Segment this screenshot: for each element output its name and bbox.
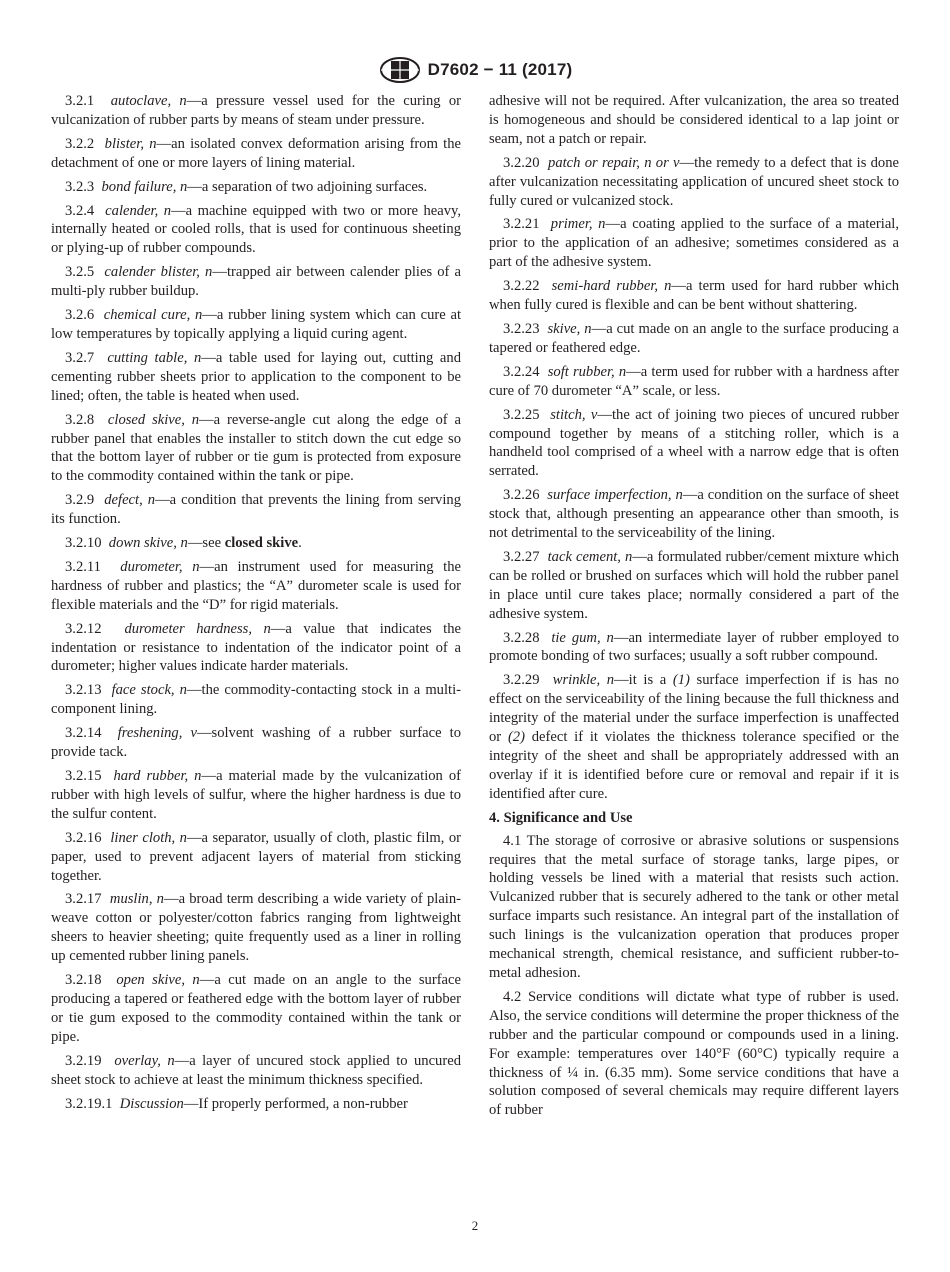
definition-item-1: (1) [672, 672, 690, 689]
definition-item [51, 890, 461, 966]
definition-term: primer, n [550, 216, 606, 233]
definition-number: 3.2.9 [65, 492, 95, 509]
definition-text: —a cut made on an angle to the surface producing a tapered or feathered edge with the bottom layer of rubber or tie gum exposed to the commodity contained within the tank or pipe. [51, 972, 461, 1045]
definition-number: 3.2.2 [65, 135, 95, 152]
definition-term: hard rubber, n [113, 768, 202, 784]
definition-text: surface imperfection if is has no effect on the serviceability of the lining because the full thickness and integrity of the material under the surface imperfection is unaffected or [489, 672, 899, 746]
definition-term: soft rubber, n [547, 363, 627, 380]
definition-number: 3.2.21 [503, 216, 540, 233]
definition-item [489, 215, 899, 272]
definition-text: —a reverse-angle cut along the edge of a rubber panel that enables the installer to stitch down the cut edge so that the bottom layer of rubber or tie gum is protected from exposure to the commodity contained within the tank or pipe. [51, 411, 462, 485]
definition-number: 3.2.5 [65, 264, 95, 281]
definition-item [51, 178, 461, 197]
definition-item [51, 92, 461, 130]
definition-item [51, 620, 461, 677]
definition-number: 3.2.11 [65, 558, 101, 575]
definition-number: 3.2.24 [503, 363, 540, 380]
definition-text: —a term used for rubber with a hardness after cure of 70 durometer “A” scale, or less. [489, 363, 899, 399]
definition-item [51, 724, 461, 762]
definition-item [489, 277, 899, 315]
definition-term: stitch, v [550, 406, 598, 423]
definition-text: —the remedy to a defect that is done after vulcanization necessitating application of uncured sheet stock to fully cured or vulcanized stock. [489, 154, 900, 209]
definition-text: —a formulated rubber/cement mixture which can be rolled or brushed on surfaces which will hold the rubber panel in place until cure takes place; normally considered a part of the adhesive system. [489, 548, 899, 622]
definition-number: 3.2.17 [65, 891, 102, 908]
definition-term: skive, n [547, 320, 592, 337]
page-number: 2 [471, 1218, 479, 1233]
definition-term: Discussion [119, 1095, 184, 1112]
definition-number: 3.2.4 [65, 202, 95, 219]
definition-text: —a layer of uncured stock applied to uncured sheet stock to achieve at least the minimum thickness specified. [51, 1052, 461, 1088]
definition-text: —a cut made on an angle to the surface producing a tapered or feathered edge. [489, 320, 899, 356]
definition-term: closed skive, n [107, 411, 200, 428]
astm-logo-icon [378, 56, 422, 84]
definition-item [51, 829, 461, 886]
definition-item [51, 1052, 461, 1090]
definition-text: —a rubber lining system which can cure at low temperatures by topically applying a liquid curing agent. [51, 307, 462, 342]
definition-text: —a value that indicates the indentation or resistance to indentation of the indicator point of a durometer; higher values indicate harder materials. [51, 620, 461, 675]
section-heading: 4. Significance and Use [489, 809, 633, 826]
definition-term: chemical cure, n [103, 307, 203, 324]
continued-paragraph: adhesive will not be required. After vulcanization, the area so treated is homogeneous and should be considered identical to a lap joint or seam, not a patch or repair. [489, 93, 899, 147]
definition-number: 3.2.19.1 [65, 1095, 113, 1112]
definition-item [51, 558, 461, 615]
definition-number: 3.2.7 [65, 349, 95, 366]
page-header [0, 55, 950, 85]
definition-item-2: (2) [507, 729, 525, 746]
right-definitions [489, 154, 899, 667]
definition-term: freshening, v [117, 725, 197, 742]
definition-number: 3.2.15 [65, 768, 102, 784]
definition-text: —solvent washing of a rubber surface to provide tack. [51, 725, 462, 761]
definition-item [51, 202, 461, 259]
definition-number: 3.2.16 [65, 829, 102, 846]
definition-item [489, 154, 899, 211]
definition-term: durometer hardness, n [124, 620, 271, 637]
right-column [489, 92, 899, 1125]
definition-item [51, 135, 461, 173]
definition-term: calender, n [105, 202, 172, 219]
definition-item [489, 548, 899, 624]
definition-text: —a separator, usually of cloth, plastic film, or paper, used to prevent adjacent layers of material from sticking together. [51, 829, 461, 884]
document-id: D7602 − 11 (2017) [427, 60, 573, 79]
definition-term: surface imperfection, n [547, 487, 683, 504]
definition-term: calender blister, n [104, 264, 213, 281]
definition-text: —a coating applied to the surface of a material, prior to the application of an adhesive; sometimes considered as a part of the adhesive system. [489, 216, 900, 271]
definition-text: —the act of joining two pieces of uncured rubber compound together by means of a stitching roller, which is a handheld tool comprised of a wheel with a narrow edge that is often serrated. [489, 406, 899, 480]
definition-number: 3.2.26 [503, 487, 540, 504]
definition-term: semi-hard rubber, n [551, 278, 672, 295]
definition-text: —a table used for laying out, cutting and cementing rubber sheets prior to application to the component to be lined; often, the table is heated when used. [51, 349, 461, 404]
definition-number: 3.2.1 [65, 93, 95, 109]
definition-term: cutting table, n [107, 349, 202, 366]
definition-number: 3.2.10 [65, 535, 102, 552]
definition-item [51, 681, 461, 719]
definition-number: 3.2.8 [65, 411, 95, 428]
paragraph-4-1: 4.1 The storage of corrosive or abrasive solutions or suspensions requires that the metal surface of storage tanks, large pipes, or holding vessels be lined with a material that resists such action. Vulcanized rubber that is securely adhered to the tank or other metal surface imparts such resistance. An integral part of the installation of such linings is the vulcanization operation that produces proper mechanical strength, chemical resistance, and sufficient rubber-to-metal adhesion. [489, 832, 899, 981]
definition-term: defect, n [104, 492, 156, 509]
definition-item [489, 320, 899, 358]
definition-text: —a broad term describing a wide variety of plain-weave cotton or polyester/cotton fabrics ranging from lightweight sheers to heavier sheeting; quite frequently used as a liner in rolling up cemented rubber lining panels. [51, 891, 462, 965]
definition-number: 3.2.28 [503, 629, 540, 646]
definition-number: 3.2.27 [503, 548, 540, 565]
definition-item [51, 767, 461, 824]
definition-text: —a separation of two adjoining surfaces. [187, 178, 428, 195]
definition-text: defect if it violates the thickness tolerance specified or the integrity of the sheet and shall be appropriately addressed with an overlay if it is identified before cure or removal and repair if it is identified after cure. [489, 729, 899, 802]
definition-text: —a pressure vessel used for the curing or vulcanization of rubber parts by means of steam under pressure. [51, 93, 461, 128]
definition-item [489, 406, 899, 482]
definition-number: 3.2.19 [65, 1052, 102, 1069]
definition-term: patch or repair, n or v [548, 154, 680, 171]
definition-text: —a machine equipped with two or more heavy, internally heated or cooled rolls, that is used for continuous sheeting or plying-up of rubber compounds. [51, 202, 461, 257]
definition-text: —an isolated convex deformation arising from the detachment of one or more layers of lining material. [51, 135, 461, 171]
definition-text: —the commodity-contacting stock in a multi-component lining. [51, 682, 462, 718]
definition-number: 3.2.22 [503, 278, 540, 295]
definition-wrinkle [489, 671, 899, 803]
definition-text: —If properly performed, a non-rubber [183, 1095, 408, 1112]
definition-text: —trapped air between calender plies of a multi-ply rubber buildup. [51, 264, 462, 300]
definition-term: down skive, n [108, 535, 188, 552]
definition-number: 3.2.18 [65, 972, 102, 989]
definition-term: autoclave, n [110, 93, 187, 109]
definition-text: —an instrument used for measuring the hardness of rubber and plastics; the “A” durometer scale is used for flexible materials and the “D” for rigid materials. [51, 558, 462, 613]
definition-number: 3.2.20 [503, 154, 540, 171]
definition-item [51, 306, 461, 344]
definition-number: 3.2.12 [65, 620, 102, 637]
definition-item [51, 263, 461, 301]
definition-item [489, 363, 899, 401]
definition-term: face stock, n [111, 682, 187, 699]
definition-item [51, 349, 461, 406]
definition-text: —a condition that prevents the lining from serving its function. [51, 492, 461, 528]
definition-item [51, 491, 461, 529]
definition-number: 3.2.3 [65, 178, 95, 195]
cross-reference: closed skive [224, 535, 299, 552]
definition-text: —a term used for hard rubber which when fully cured is flexible and can be bent without shattering. [489, 278, 899, 314]
definition-item [489, 486, 899, 543]
paragraph-4-2: 4.2 Service conditions will dictate what type of rubber is used. Also, the service conditions will determine the proper thickness of the rubber and the particular compound or compounds used in a lining. For example: temperatures over 140°F (60°C) typically require a thickness of ¼ in. (6.35 mm). Some service conditions that have a solution composed of several chemicals may require different layers of rubber [489, 988, 899, 1119]
definition-text: —a material made by the vulcanization of rubber with high levels of sulfur, where the higher hardness is due to the sulfur content. [51, 768, 461, 822]
definition-number: 3.2.25 [503, 406, 540, 423]
definition-item [489, 629, 899, 667]
definition-text: —a condition on the surface of sheet stock that, although presenting an appearance other than smooth, is not detrimental to the serviceability of the lining. [489, 487, 900, 542]
definition-term: tie gum, n [551, 629, 614, 646]
left-column [51, 92, 461, 1118]
definition-term: overlay, n [114, 1052, 175, 1069]
definition-term: liner cloth, n [110, 829, 187, 846]
definition-number: 3.2.29 [503, 672, 540, 689]
definition-term: muslin, n [109, 891, 164, 908]
definition-number: 3.2.23 [503, 320, 540, 337]
definition-term: bond failure, n [101, 178, 188, 195]
definition-term: blister, n [104, 135, 157, 152]
definition-text: . [298, 535, 302, 552]
definition-term: wrinkle, n [552, 672, 615, 689]
definition-item [51, 971, 461, 1047]
definition-text: —see [187, 535, 225, 552]
definition-text: —an intermediate layer of rubber employed to promote bonding of two surfaces; usually a soft rubber compound. [489, 629, 899, 665]
definition-number: 3.2.14 [65, 725, 102, 742]
definition-item [51, 411, 461, 487]
definition-text: —it is a [614, 672, 673, 689]
definition-term: open skive, n [116, 972, 200, 989]
definition-term: tack cement, n [547, 548, 633, 565]
definition-number: 3.2.13 [65, 682, 102, 699]
definition-number: 3.2.6 [65, 307, 95, 324]
definition-item [51, 1095, 461, 1114]
definition-item [51, 534, 461, 553]
definition-term: durometer, n [120, 558, 200, 575]
